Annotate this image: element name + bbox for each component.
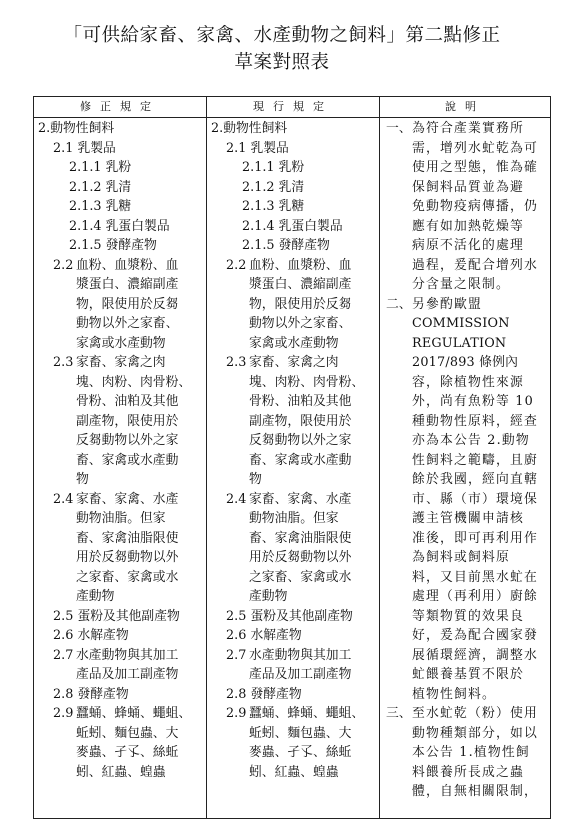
amended-item [38,139,206,159]
amended-subitem: 2.1.2 乳清 [69,179,132,195]
item-text-line: 家畜、家禽之肉 [76,355,166,370]
amended-item [38,490,206,607]
item-text-line: 骨粉、油粕及其他 [249,394,352,409]
note-text-line: 需，增列水虻乾為可 [412,140,538,156]
item-text-line: 之家畜、家禽或水 [249,569,352,585]
item-text-line: 水產動物與其加工 [76,647,179,663]
item-text: 蛋粉及其他副產物 [77,608,180,624]
item-text-line: 家禽或水產動物 [249,335,339,351]
item-text-line: 骨粉、油粕及其他 [76,394,179,409]
current-item [211,685,379,705]
item-text-line: 漿蛋白、濃縮副產 [76,277,179,292]
table-row [34,118,551,819]
current-item [211,646,379,685]
item-text-line: 畜、家禽油脂限使 [249,530,352,546]
amended-item [38,607,206,627]
current-item [211,490,379,607]
current-subitem: 2.1.1 乳粉 [242,160,305,175]
item-text-line: 蚯蚓、麵包蟲、大 [76,725,179,741]
item-number: 2.4 [53,491,74,507]
note-text-line: 過程，爰配合增列水 [412,257,538,273]
amended-item [38,704,206,782]
item-text-line: 漿蛋白、濃縮副產 [249,277,352,292]
item-text-line: 血粉、血漿粉、血 [76,257,179,273]
item-text-line: 家畜、家禽之肉 [249,355,339,370]
note-text-line: 好，爰為配合國家發 [412,628,538,643]
item-number: 2.6 [53,628,74,643]
note-marker: 三、 [386,706,412,721]
item-text-line: 動物以外之家畜、 [76,316,179,331]
amended-subitem: 2.1.4 乳蛋白製品 [69,218,170,234]
item-text: 發酵產物 [77,686,129,702]
note-text-line: 至水虻乾（粉）使用 [412,706,538,721]
current-subitem: 2.1.2 乳清 [242,179,305,195]
item-text-line: 副產物，限使用於 [76,413,179,429]
amended-item [38,685,206,705]
note-text-line: 病原不活化的處理 [412,238,524,253]
item-text-line: 之家畜、家禽或水 [76,569,179,585]
item-text-line: 塊、肉粉、肉骨粉、 [76,374,192,390]
amended-column [34,118,207,819]
item-text-line: 畜、家禽油脂限使 [76,530,179,546]
current-subitem: 2.1.5 發酵產物 [242,238,330,253]
current-item [211,704,379,782]
item-text-line: 用於反芻動物以外 [76,550,179,565]
current-item [211,256,379,354]
item-text-line: 物 [76,472,89,487]
note-text-line: 應有如加熱乾燥等 [412,218,524,234]
note-text-line: 准後，即可再利用作 [412,530,538,546]
item-number: 2.3 [226,355,247,370]
header-notes: 說明 [380,97,551,118]
note-item [386,119,546,295]
item-text-line: 家畜、家禽、水產 [76,491,179,507]
amended-item [38,626,206,646]
note-text-line: 為符合產業實務所 [412,121,524,136]
item-number: 2.4 [226,491,247,507]
item-text-line: 蚓、紅蟲、蝗蟲 [76,764,166,780]
item-text-line: 塊、肉粉、肉骨粉、 [249,374,365,390]
note-text-line: 免動物疫病傳播，仍 [412,199,538,214]
note-item [386,704,546,802]
item-text-line: 血粉、血漿粉、血 [249,257,352,273]
item-text-line: 動物油脂。但家 [249,511,339,526]
note-text-line: REGULATION [412,335,507,351]
item-text-line: 反芻動物以外之家 [76,433,179,448]
item-text-line: 物，限使用於反芻 [76,296,179,312]
header-current: 現行規定 [207,97,380,118]
note-text-line: 本公告 1.植物性飼 [412,745,530,760]
amended-subitem: 2.1.5 發酵產物 [69,238,157,253]
note-text-line: 2017/893 條例內 [412,355,519,370]
note-text-line: 動物種類部分，如以 [412,725,538,741]
note-text-line: 容，除植物性來源 [412,374,524,390]
item-text-line: 蚓、紅蟲、蝗蟲 [249,764,339,780]
item-number: 2.2 [53,257,74,273]
item-number: 2.8 [226,686,247,702]
item-number: 2.5 [226,608,247,624]
note-text-line: 外，尚有魚粉等 10 [412,394,534,409]
item-text-line: 產動物 [249,589,288,604]
note-text-line: COMMISSION [412,316,510,331]
item-number: 2.9 [53,706,74,721]
note-text-line: 餘於我國，經向直轄 [412,472,538,487]
note-text-line: 保飼料品質並為避 [412,179,524,195]
item-number: 2.6 [226,628,247,643]
item-text-line: 用於反芻動物以外 [249,550,352,565]
item-text-line: 物 [249,472,262,487]
amended-subitem: 2.1.3 乳糖 [69,199,132,214]
amended-item [38,646,206,685]
comparison-table [33,96,551,819]
item-text-line: 蠶蛹、蜂蛹、蠅蛆、 [76,706,192,721]
amended-section-title: 2.動物性飼料 [38,121,115,136]
current-subitem: 2.1.4 乳蛋白製品 [242,218,343,234]
item-text-line: 麥蟲、孑孓、絲蚯 [249,745,352,760]
note-text-line: 料餵養所長成之蟲 [412,764,524,780]
current-column [207,118,380,819]
note-item [386,295,546,705]
note-text-line: 處理（再利用）廚餘 [412,589,538,604]
note-text-line: 性飼料之範疇，且廚 [412,452,538,468]
note-text-line: 亦為本公告 2.動物 [412,433,530,448]
current-subitem: 2.1.3 乳糖 [242,199,305,214]
item-text: 乳製品 [77,140,116,156]
note-text-line: 料，又目前黑水虻在 [412,569,538,585]
current-item [211,607,379,627]
note-marker: 一、 [386,121,412,136]
note-text-line: 另參酌歐盟 [412,296,482,312]
item-text-line: 蚯蚓、麵包蟲、大 [249,725,352,741]
current-item [211,353,379,490]
note-text-line: 為飼料或飼料原 [412,550,510,565]
item-text: 蛋粉及其他副產物 [250,608,353,624]
item-number: 2.7 [53,647,74,663]
notes-column [380,118,551,819]
item-text-line: 產品及加工副產物 [249,667,352,682]
note-text-line: 使用之型態，惟為確 [412,160,538,175]
amended-item [38,256,206,354]
item-text-line: 水產動物與其加工 [249,647,352,663]
title-line-1: 「可供給家畜、家禽、水產動物之飼料」第二點修正 [63,25,501,46]
item-number: 2.8 [53,686,74,702]
item-text: 發酵產物 [250,686,302,702]
header-amended: 修正規定 [34,97,207,118]
item-number: 2.1 [226,140,247,156]
item-text-line: 產動物 [76,589,115,604]
item-text-line: 產品及加工副產物 [76,667,179,682]
item-number: 2.9 [226,706,247,721]
note-text-line: 虻餵養基質不限於 [412,667,524,682]
note-text-line: 展循環經濟，調整水 [412,647,538,663]
note-text-line: 護主管機關申請核 [412,511,524,526]
item-text-line: 動物以外之家畜、 [249,316,352,331]
current-section-title: 2.動物性飼料 [211,121,288,136]
current-item [211,139,379,159]
item-text-line: 家禽或水產動物 [76,335,166,351]
item-number: 2.5 [53,608,74,624]
item-text-line: 動物油脂。但家 [76,511,166,526]
item-text-line: 副產物，限使用於 [249,413,352,429]
item-text-line: 麥蟲、孑孓、絲蚯 [76,745,179,760]
item-number: 2.2 [226,257,247,273]
item-text: 水解產物 [77,628,129,643]
document-title [0,22,564,76]
note-text-line: 體，自無相關限制， [412,784,538,799]
item-number: 2.7 [226,647,247,663]
item-text-line: 畜、家禽或水產動 [76,452,179,468]
amended-subitem: 2.1.1 乳粉 [69,160,132,175]
item-text-line: 反芻動物以外之家 [249,433,352,448]
amended-item [38,353,206,490]
note-text-line: 等類物質的效果良 [412,608,524,624]
note-text-line: 市、縣（市）環境保 [412,491,538,507]
note-text-line: 植物性飼料。 [412,686,496,702]
note-text-line: 分含量之限制。 [412,277,510,292]
header-row [34,97,551,118]
note-marker: 二、 [386,296,412,312]
current-item [211,626,379,646]
item-text-line: 蠶蛹、蜂蛹、蠅蛆、 [249,706,365,721]
item-text-line: 家畜、家禽、水產 [249,491,352,507]
item-number: 2.1 [53,140,74,156]
item-number: 2.3 [53,355,74,370]
title-line-2: 草案對照表 [234,52,330,73]
item-text-line: 物，限使用於反芻 [249,296,352,312]
note-text-line: 種動物性原料，經查 [412,413,538,429]
item-text: 水解產物 [250,628,302,643]
item-text: 乳製品 [250,140,289,156]
item-text-line: 畜、家禽或水產動 [249,452,352,468]
